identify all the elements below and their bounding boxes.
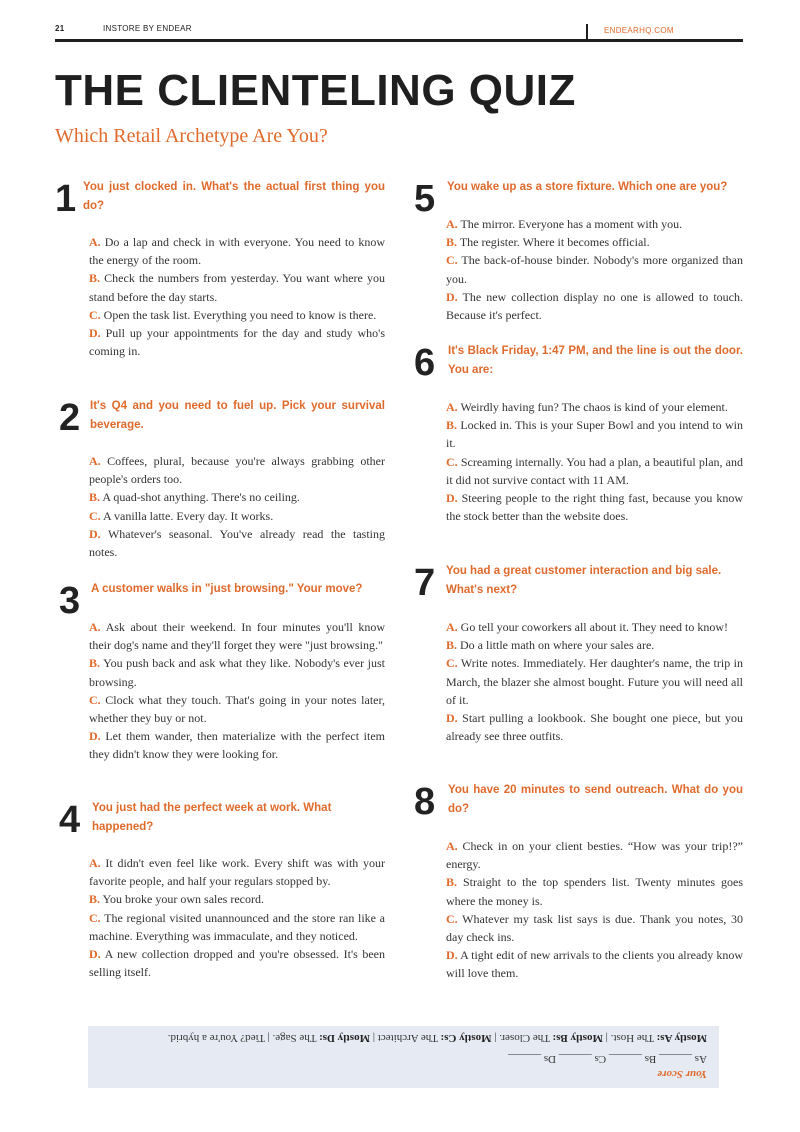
answer-key-box [88, 1026, 719, 1088]
answer-options [446, 837, 743, 983]
question-text: It's Black Friday, 1:47 PM, and the line is out the door. You are: [448, 345, 743, 376]
key-mostly-b: Mostly Bs: [552, 1032, 603, 1044]
answer-option-b[interactable]: B. You push back and ask what they like. Nobody's ever just browsing. [89, 656, 385, 689]
question-text: A customer walks in "just browsing." Your move? [91, 583, 363, 595]
answer-option-a[interactable]: A. Weirdly having fun? The chaos is kind of your element. [446, 400, 728, 414]
answer-options [89, 854, 385, 981]
answer-option-a[interactable]: A. It didn't even feel like work. Every shift was with your favorite people, and half your regulars stopped by. [89, 856, 385, 889]
key-result-b: The Closer. [499, 1032, 550, 1044]
page-title: THE CLIENTELING QUIZ [55, 66, 576, 115]
answer-option-c[interactable]: C. The regional visited unannounced and the store ran like a machine. Everything was immaculate, and they noticed. [89, 910, 385, 943]
answer-option-c[interactable]: C. Whatever my task list says is due. Thank you notes, 30 day check ins. [446, 911, 743, 945]
answer-option-c[interactable]: C. Write notes. Immediately. Her daughter's name, the trip in March, the blazer she almost bought. Future you will need all of it. [446, 656, 743, 707]
answer-options [446, 215, 743, 324]
question-text: It's Q4 and you need to fuel up. Pick your survival beverage. [90, 400, 385, 431]
question-text: You just had the perfect week at work. What happened? [92, 802, 332, 833]
question-text: You wake up as a store fixture. Which one are you? [447, 181, 728, 193]
key-result-d: The Sage. [272, 1032, 317, 1044]
key-result-c: The Architect [377, 1032, 438, 1044]
question-number: 4 [59, 799, 81, 841]
key-mostly-a: Mostly As: [656, 1032, 707, 1044]
question-number: 3 [59, 580, 81, 622]
answer-option-c[interactable]: C. Clock what they touch. That's going in your notes later, whether they buy or not. [89, 692, 386, 726]
answer-option-b[interactable]: B. Straight to the top spenders list. Twenty minutes goes where the money is. [446, 875, 743, 908]
answer-option-b[interactable]: B. The register. Where it becomes official. [446, 235, 650, 250]
answer-option-c[interactable]: C. The back-of-house binder. Nobody's more organized than you. [446, 253, 743, 286]
question-number: 1 [55, 178, 77, 220]
answer-option-b[interactable]: B. Check the numbers from yesterday. You want where you stand before the day starts. [89, 271, 386, 304]
answer-option-a[interactable]: A. The mirror. Everyone has a moment with you. [446, 217, 683, 231]
answer-options [446, 398, 743, 525]
answer-option-d[interactable]: D. Steering people to the right thing fast, because you know the stock better than the website does. [446, 491, 743, 524]
answer-option-d[interactable]: D. Pull up your appointments for the day and study who's coming in. [89, 326, 385, 359]
key-tie: Tied? You're a hybrid. [167, 1032, 265, 1044]
answer-option-b[interactable]: B. A quad-shot anything. There's no ceiling. [89, 490, 300, 505]
question-number: 7 [414, 562, 436, 604]
question-text: You had a great customer interaction and big sale. What's next? [446, 565, 722, 596]
answer-key: Mostly As: The Host. | Mostly Bs: The Closer. | Mostly Cs: The Architect | Mostly Ds: The Sage. | Tied? You're a hybrid. [167, 1032, 707, 1044]
answer-option-a[interactable]: A. Coffees, plural, because you're always grabbing other people's orders too. [89, 454, 386, 487]
answer-option-c[interactable]: C. A vanilla latte. Every day. It works. [89, 508, 274, 523]
question-text: You just clocked in. What's the actual first thing you do? [83, 181, 385, 212]
answer-options [446, 618, 743, 745]
answer-option-c[interactable]: C. Screaming internally. You had a plan, a beautiful plan, and it did not survive contact with 11 AM. [446, 454, 743, 487]
key-mostly-c: Mostly Cs: [440, 1032, 492, 1044]
answer-option-d[interactable]: D. A tight edit of new arrivals to the clients you already know will love them. [446, 948, 744, 981]
publication-name: INSTORE BY ENDEAR [103, 24, 192, 33]
answer-option-d[interactable]: D. The new collection display no one is allowed to touch. Because it's perfect. [446, 289, 743, 323]
answer-option-a[interactable]: A. Check in on your client besties. “How was your trip!?” energy. [446, 839, 743, 872]
site-link[interactable]: ENDEARHQ.COM [604, 26, 674, 35]
page-subtitle: Which Retail Archetype Are You? [55, 125, 328, 147]
answer-options [89, 452, 385, 561]
question-number: 6 [414, 342, 436, 384]
answer-option-a[interactable]: A. Do a lap and check in with everyone. You need to know the energy of the room. [89, 235, 385, 268]
answer-options [89, 618, 385, 764]
answer-option-d[interactable]: D. A new collection dropped and you're obsessed. It's been selling itself. [89, 947, 385, 980]
answer-option-d[interactable]: D. Let them wander, then materialize with the perfect item they didn't know they were looking for. [89, 729, 386, 762]
score-label: Your Score [657, 1068, 707, 1080]
answer-option-a[interactable]: A. Go tell your coworkers all about it. They need to know! [446, 620, 729, 634]
answer-option-a[interactable]: A. Ask about their weekend. In four minutes you'll know their dog's name and they'll forget they were "just browsing." [89, 620, 385, 653]
answer-option-c[interactable]: C. Open the task list. Everything you need to know is there. [89, 307, 377, 322]
answer-option-b[interactable]: B. Locked in. This is your Super Bowl and you intend to win it. [446, 418, 743, 451]
score-blanks: As ______ Bs ______ Cs ______ Ds ______ [508, 1053, 707, 1065]
key-result-a: The Host. [610, 1032, 655, 1044]
header-rule [55, 39, 743, 42]
answer-option-b[interactable]: B. Do a little math on where your sales are. [446, 638, 655, 653]
answer-option-d[interactable]: D. Start pulling a lookbook. She bought one piece, but you already see three outfits. [446, 711, 743, 744]
question-number: 8 [414, 781, 436, 823]
page-number: 21 [55, 24, 65, 33]
answer-options [89, 233, 385, 360]
question-number: 2 [59, 397, 81, 439]
key-mostly-d: Mostly Ds: [319, 1032, 371, 1044]
answer-option-b[interactable]: B. You broke your own sales record. [89, 892, 264, 907]
question-text: You have 20 minutes to send outreach. What do you do? [448, 784, 743, 815]
header-divider [586, 24, 588, 40]
answer-option-d[interactable]: D. Whatever's seasonal. You've already read the tasting notes. [89, 526, 385, 560]
question-number: 5 [414, 178, 436, 220]
